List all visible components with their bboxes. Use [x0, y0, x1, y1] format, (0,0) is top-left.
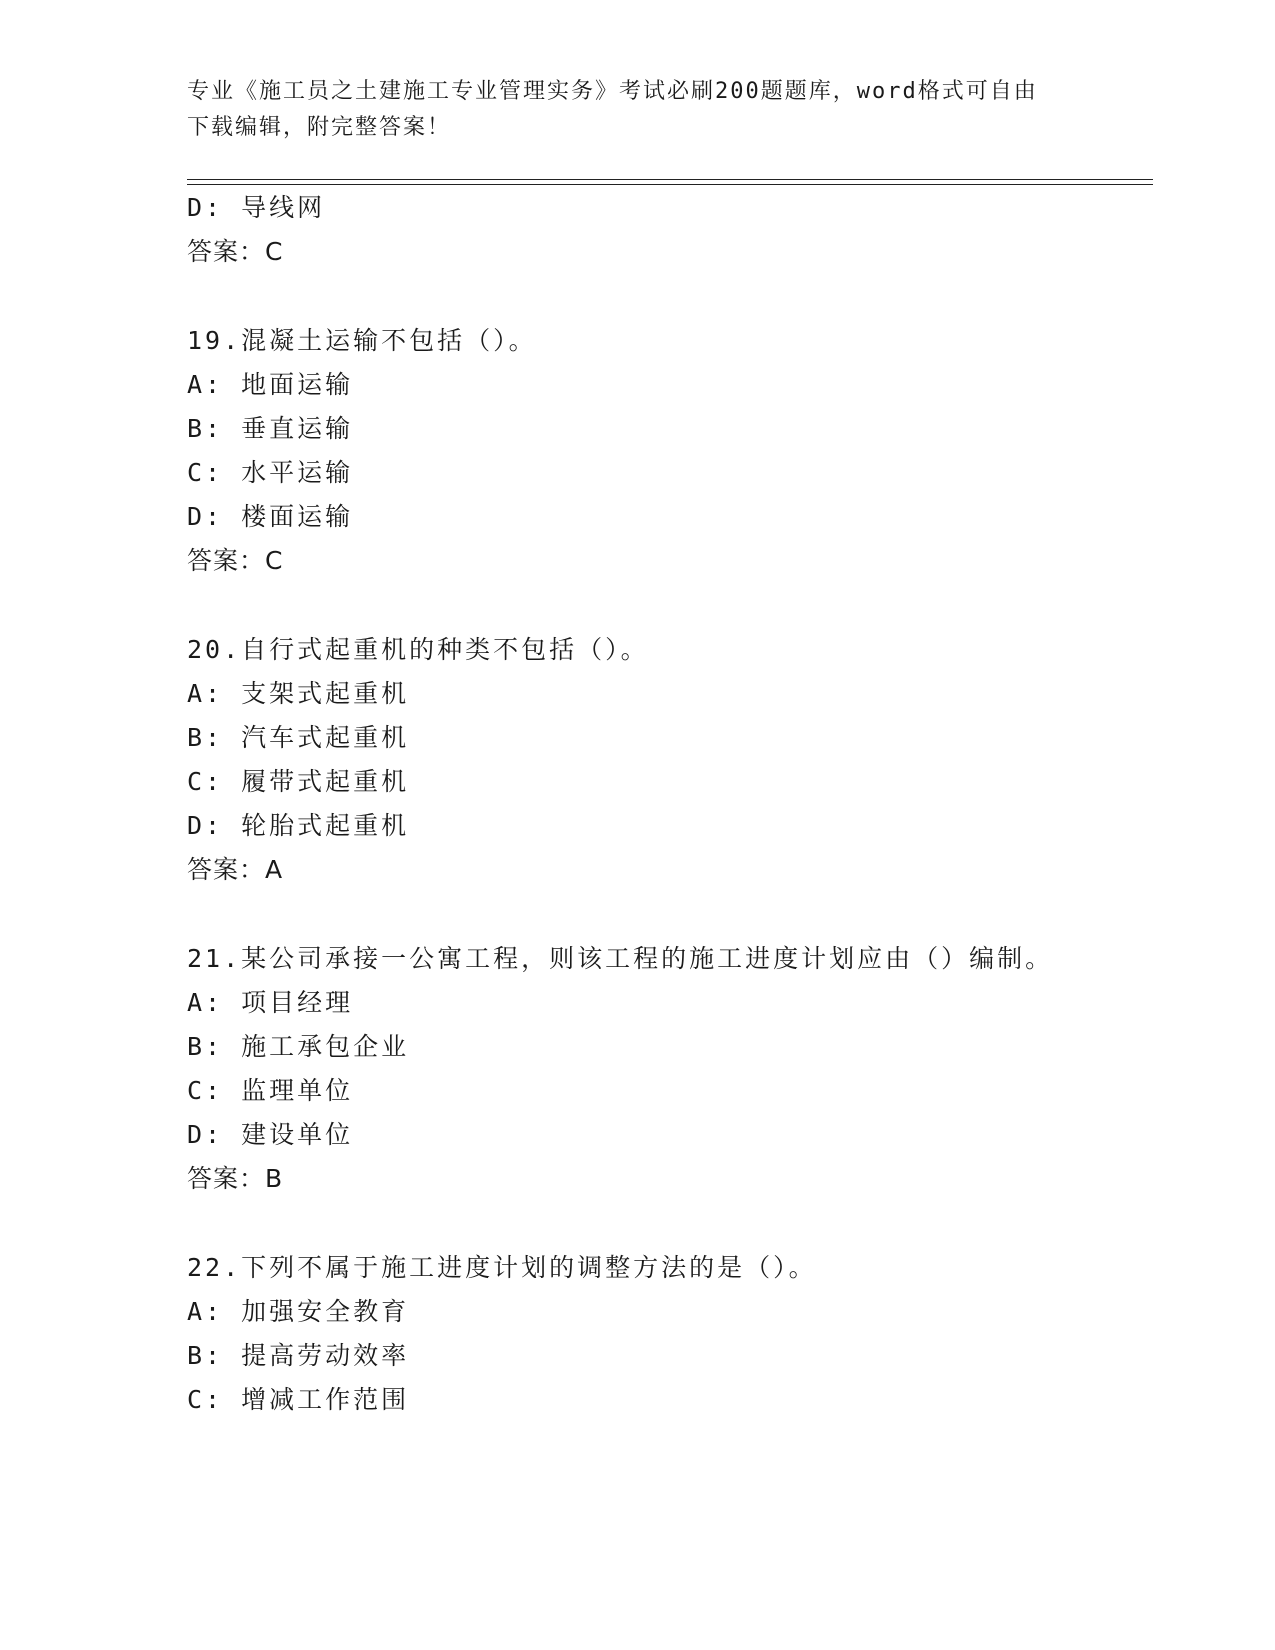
q20-answer: 答案：A: [187, 855, 284, 884]
q19-option-c: C: 水平运输: [187, 458, 354, 487]
q19-option-a: A: 地面运输: [187, 370, 354, 399]
prev-option-d: D: 导线网: [187, 193, 326, 222]
header-line-1: 专业《施工员之土建施工专业管理实务》考试必刷200题题库，word格式可自由: [187, 79, 1038, 104]
q21-option-b: B: 施工承包企业: [187, 1032, 410, 1061]
q21-option-c: C: 监理单位: [187, 1076, 354, 1105]
q19-stem: 19.混凝土运输不包括（）。: [187, 326, 537, 355]
header-line-2: 下载编辑，附完整答案！: [187, 115, 452, 140]
q21-option-d: D: 建设单位: [187, 1120, 354, 1149]
header-divider-top: [187, 179, 1153, 180]
q21-stem: 21.某公司承接一公寓工程，则该工程的施工进度计划应由（）编制。: [187, 944, 1054, 973]
q21-answer: 答案：B: [187, 1164, 284, 1193]
q20-option-d: D: 轮胎式起重机: [187, 811, 410, 840]
q20-option-c: C: 履带式起重机: [187, 767, 410, 796]
q19-option-d: D: 楼面运输: [187, 502, 354, 531]
q20-stem: 20.自行式起重机的种类不包括（）。: [187, 635, 649, 664]
document-header: [187, 74, 1087, 146]
q19-answer: 答案：C: [187, 546, 284, 575]
prev-answer: 答案：C: [187, 237, 284, 266]
q22-option-c: C: 增减工作范围: [187, 1385, 410, 1414]
q20-option-a: A: 支架式起重机: [187, 679, 410, 708]
q19-option-b: B: 垂直运输: [187, 414, 354, 443]
header-divider-bottom: [187, 184, 1153, 185]
q20-option-b: B: 汽车式起重机: [187, 723, 410, 752]
q22-option-b: B: 提高劳动效率: [187, 1341, 410, 1370]
q22-option-a: A: 加强安全教育: [187, 1297, 410, 1326]
q21-option-a: A: 项目经理: [187, 988, 354, 1017]
q22-stem: 22.下列不属于施工进度计划的调整方法的是（）。: [187, 1253, 817, 1282]
